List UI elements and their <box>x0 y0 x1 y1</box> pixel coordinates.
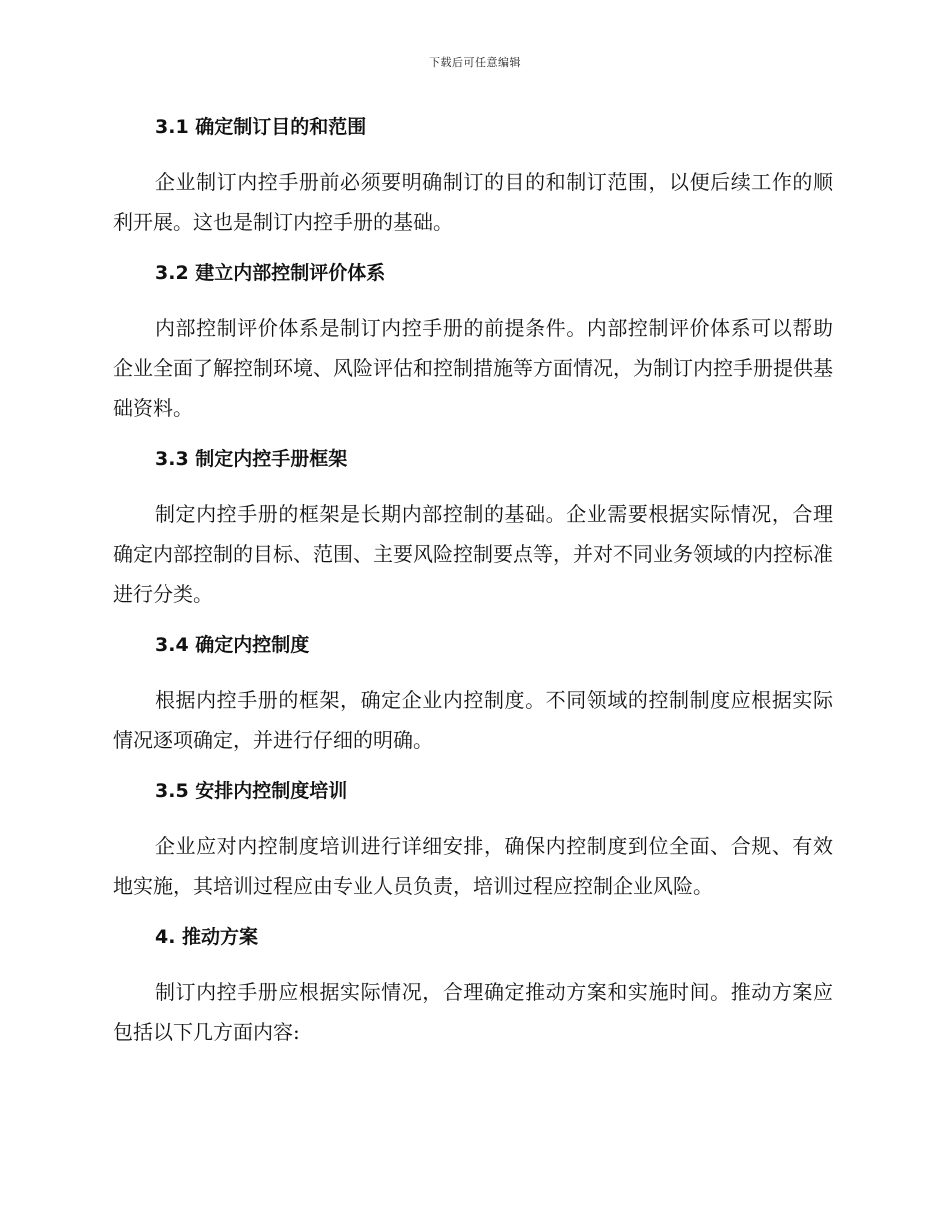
section-heading: 4. 推动方案 <box>155 926 259 948</box>
section-paragraph: 内部控制评价体系是制订内控手册的前提条件。内部控制评价体系可以帮助企业全面了解控制环境、风险评估和控制措施等方面情况，为制订内控手册提供基础资料。 <box>113 316 833 420</box>
document-body <box>113 112 833 1068</box>
page-header: 下载后可任意编辑 <box>429 56 521 69</box>
section-paragraph: 制订内控手册应根据实际情况，合理确定推动方案和实施时间。推动方案应包括以下几方面内容: <box>113 980 833 1044</box>
section-heading: 3.5 安排内控制度培训 <box>155 780 348 802</box>
section-heading: 3.4 确定内控制度 <box>155 634 310 656</box>
section-heading: 3.3 制定内控手册框架 <box>155 448 348 470</box>
section-paragraph: 企业应对内控制度培训进行详细安排，确保内控制度到位全面、合规、有效地实施，其培训过程应由专业人员负责，培训过程应控制企业风险。 <box>113 834 833 898</box>
section-paragraph: 根据内控手册的框架，确定企业内控制度。不同领域的控制制度应根据实际情况逐项确定，并进行仔细的明确。 <box>113 688 833 752</box>
section-paragraph: 制定内控手册的框架是长期内部控制的基础。企业需要根据实际情况，合理确定内部控制的目标、范围、主要风险控制要点等，并对不同业务领域的内控标准进行分类。 <box>113 502 833 606</box>
section-heading: 3.1 确定制订目的和范围 <box>155 116 367 138</box>
section-paragraph: 企业制订内控手册前必须要明确制订的目的和制订范围，以便后续工作的顺利开展。这也是制订内控手册的基础。 <box>113 170 833 234</box>
section-heading: 3.2 建立内部控制评价体系 <box>155 262 386 284</box>
